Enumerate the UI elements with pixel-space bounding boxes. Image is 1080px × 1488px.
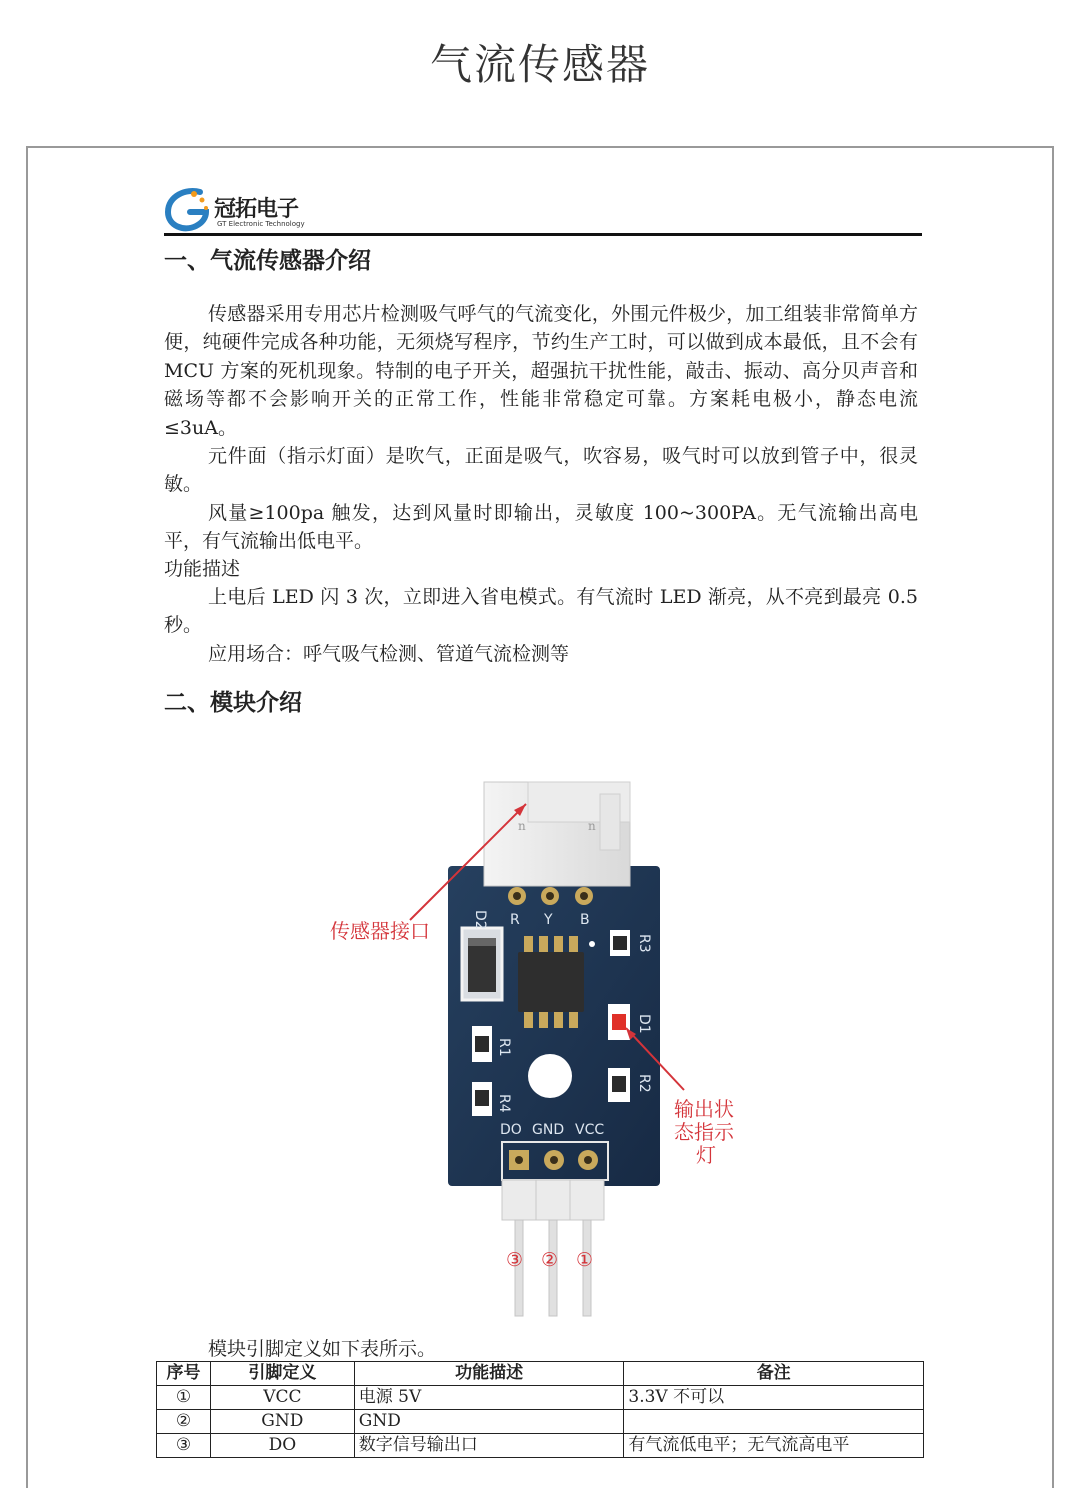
table-row (157, 1410, 924, 1434)
pin-number-3: ③ (506, 1249, 524, 1271)
silk-r3: R3 (636, 934, 652, 953)
silk-r1: R1 (496, 1038, 512, 1057)
label-led-line-1: 输出状 (674, 1097, 734, 1121)
table-caption: 模块引脚定义如下表所示。 (208, 1338, 437, 1360)
cell-index: ③ (157, 1434, 211, 1458)
silk-y: Y (544, 912, 553, 928)
silk-do: DO (500, 1122, 522, 1138)
table-row (157, 1434, 924, 1458)
section-heading-module: 二、模块介绍 (164, 690, 302, 716)
intro-paragraph-4: 上电后 LED 闪 3 次，立即进入省电模式。有气流时 LED 渐亮，从不亮到最亮 0.5 秒。 (164, 586, 918, 637)
cell-pin: DO (210, 1434, 354, 1458)
header-note: 备注 (624, 1362, 924, 1386)
top-header-pads (508, 887, 593, 905)
resistor-r1 (472, 1026, 492, 1062)
function-description-title: 功能描述 (164, 558, 241, 580)
silk-r4: R4 (496, 1094, 512, 1113)
silk-gnd: GND (532, 1122, 565, 1138)
svg-text:n: n (518, 819, 526, 833)
page-title: 气流传感器 (429, 40, 650, 89)
pin-definition-table (156, 1361, 924, 1458)
header-function: 功能描述 (354, 1362, 624, 1386)
cell-pin: VCC (210, 1386, 354, 1410)
diode-d2 (462, 928, 502, 1000)
header-index: 序号 (157, 1362, 211, 1386)
label-led-line-2: 态指示 (674, 1120, 734, 1144)
label-sensor-port: 传感器接口 (330, 919, 430, 943)
silk-b: B (580, 912, 590, 928)
cell-function: 电源 5V (354, 1386, 624, 1410)
mounting-hole (528, 1054, 572, 1098)
cell-note: 有气流低电平；无气流高电平 (624, 1434, 924, 1458)
table-header-row (157, 1362, 924, 1386)
silk-vcc: VCC (575, 1122, 605, 1138)
resistor-r3 (610, 930, 630, 956)
silk-d1: D1 (636, 1014, 652, 1034)
intro-paragraph-5: 应用场合：呼气吸气检测、管道气流检测等 (208, 643, 570, 665)
bottom-header-pads (509, 1150, 598, 1170)
pin-number-1: ① (576, 1249, 594, 1271)
pin-housing (502, 1180, 604, 1220)
pin-number-2: ② (541, 1249, 559, 1271)
resistor-r2 (608, 1068, 630, 1102)
cell-note (624, 1410, 924, 1434)
led-d1 (608, 1004, 630, 1040)
header-pin: 引脚定义 (210, 1362, 354, 1386)
intro-paragraph-1: 传感器采用专用芯片检测吸气呼气的气流变化，外围元件极少，加工组装非常简单方便，纯硬件完成各种功能，无须烧写程序，节约生产工时，可以做到成本最低，且不会有 MCU 方案的死机现象。特制的电子开关，超强抗干扰性能，敲击、振动、高分贝声音和磁场等都不会影响开关的正常工作，性能非常稳定可靠。方案耗电极小，静态电流≤3uA。 (164, 303, 918, 439)
cell-note: 3.3V 不可以 (624, 1386, 924, 1410)
svg-text:n: n (588, 819, 596, 833)
silk-r2: R2 (636, 1074, 652, 1093)
cell-index: ① (157, 1386, 211, 1410)
intro-paragraph-2: 元件面（指示灯面）是吹气，正面是吸气，吹容易，吸气时可以放到管子中，很灵敏。 (164, 445, 918, 496)
cell-index: ② (157, 1410, 211, 1434)
module-illustration (300, 770, 780, 1330)
resistor-r4 (472, 1082, 492, 1116)
silk-d2: D2 (472, 910, 488, 930)
cell-function: 数字信号输出口 (354, 1434, 624, 1458)
intro-paragraph-3: 风量≥100pa 触发，达到风量时即输出，灵敏度 100~300PA。无气流输出高电平，有气流输出低电平。 (164, 502, 918, 553)
header-rule (164, 233, 922, 236)
cell-function: GND (354, 1410, 624, 1434)
section-heading-intro: 一、气流传感器介绍 (164, 248, 371, 274)
cell-pin: GND (210, 1410, 354, 1434)
logo-name: 冠拓电子 (214, 197, 299, 222)
logo-subtitle: GT Electronic Technology (217, 220, 305, 228)
table-row (157, 1386, 924, 1410)
label-led-line-3: 灯 (696, 1143, 716, 1167)
silk-r: R (510, 912, 520, 928)
